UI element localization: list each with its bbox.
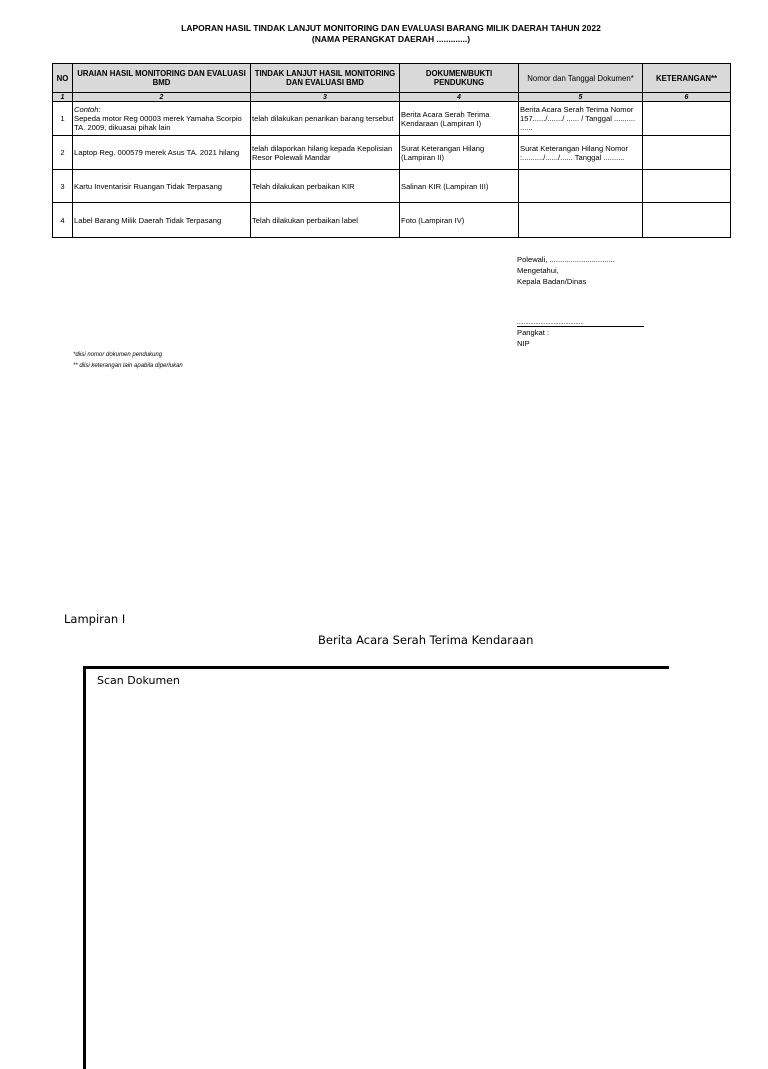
row-dokumen: Surat Keterangan Hilang (Lampiran II)	[400, 136, 519, 170]
header-dokumen: DOKUMEN/BUKTI PENDUKUNG	[400, 64, 519, 93]
signature-rank: Pangkat :	[517, 328, 550, 337]
table-header-row	[53, 64, 731, 93]
row-uraian: Kartu Inventarisir Ruangan Tidak Terpasang	[73, 170, 251, 203]
row-nomor	[519, 203, 643, 238]
row-uraian-text: Sepeda motor Reg 00003 merek Yamaha Scorpio TA. 2009, dikuasai pihak lain	[74, 114, 242, 132]
footnote-2: ** diisi keterangan lain apabila diperlukan	[73, 363, 183, 369]
attachment-label: Lampiran I	[64, 612, 126, 626]
row-no: 1	[53, 102, 73, 136]
table-row	[53, 136, 731, 170]
row-no: 3	[53, 170, 73, 203]
header-tindak: TINDAK LANJUT HASIL MONITORING DAN EVALUASI BMD	[251, 64, 400, 93]
report-title-line2: (NAMA PERANGKAT DAERAH .............)	[311, 34, 471, 44]
signature-nip: NIP	[517, 339, 530, 348]
index-cell: 1	[53, 93, 73, 102]
row-no: 2	[53, 136, 73, 170]
row-dokumen: Berita Acara Serah Terima Kendaraan (Lampiran I)	[400, 102, 519, 136]
row-tindak: Telah dilakukan perbaikan KIR	[251, 170, 400, 203]
index-cell: 4	[400, 93, 519, 102]
scan-document-box	[83, 666, 669, 1069]
row-uraian	[73, 102, 251, 136]
row-dokumen: Foto (Lampiran IV)	[400, 203, 519, 238]
row-nomor	[519, 170, 643, 203]
row-uraian: Label Barang Milik Daerah Tidak Terpasang	[73, 203, 251, 238]
table-row	[53, 102, 731, 136]
header-nomor: Nomor dan Tanggal Dokumen*	[519, 64, 643, 93]
signature-place-date: Polewali, ...............................	[517, 255, 615, 264]
table-row	[53, 170, 731, 203]
table-row	[53, 203, 731, 238]
row-no: 4	[53, 203, 73, 238]
example-label: Contoh:	[74, 105, 101, 114]
row-keterangan	[643, 170, 731, 203]
report-title	[0, 23, 768, 45]
attachment-title: Berita Acara Serah Terima Kendaraan	[318, 633, 534, 647]
scan-document-label: Scan Dokumen	[97, 674, 180, 687]
footnote-1: *diisi nomor dokumen pendukung	[73, 352, 163, 358]
header-keterangan: KETERANGAN**	[643, 64, 731, 93]
signature-acknowledged: Mengetahui,	[517, 266, 559, 275]
index-cell: 5	[519, 93, 643, 102]
row-uraian: Laptop Reg. 000579 merek Asus TA. 2021 hilang	[73, 136, 251, 170]
index-cell: 6	[643, 93, 731, 102]
row-keterangan	[643, 203, 731, 238]
header-uraian: URAIAN HASIL MONITORING DAN EVALUASI BMD	[73, 64, 251, 93]
table-index-row	[53, 93, 731, 102]
row-tindak: telah dilakukan penarikan barang tersebut	[251, 102, 400, 136]
footnotes	[73, 350, 183, 372]
report-title-line1: LAPORAN HASIL TINDAK LANJUT MONITORING DAN EVALUASI BARANG MILIK DAERAH TAHUN 2022	[181, 23, 601, 33]
header-no: NO	[53, 64, 73, 93]
row-keterangan	[643, 136, 731, 170]
report-table	[52, 63, 731, 238]
row-tindak: telah dilaporkan hilang kepada Kepolisian Resor Polewali Mandar	[251, 136, 400, 170]
signature-position: Kepala Badan/Dinas	[517, 277, 587, 286]
row-dokumen: Salinan KIR (Lampiran III)	[400, 170, 519, 203]
signature-name-line: ........................................	[517, 320, 644, 327]
index-cell: 2	[73, 93, 251, 102]
row-nomor: Surat Keterangan Hilang Nomor :........../....../...... Tanggal ..........	[519, 136, 643, 170]
signature-block	[517, 254, 644, 349]
row-tindak: Telah dilakukan perbaikan label	[251, 203, 400, 238]
index-cell: 3	[251, 93, 400, 102]
row-nomor: Berita Acara Serah Terima Nomor 157....../......./ ...... / Tanggal .......... ......	[519, 102, 643, 136]
row-keterangan	[643, 102, 731, 136]
